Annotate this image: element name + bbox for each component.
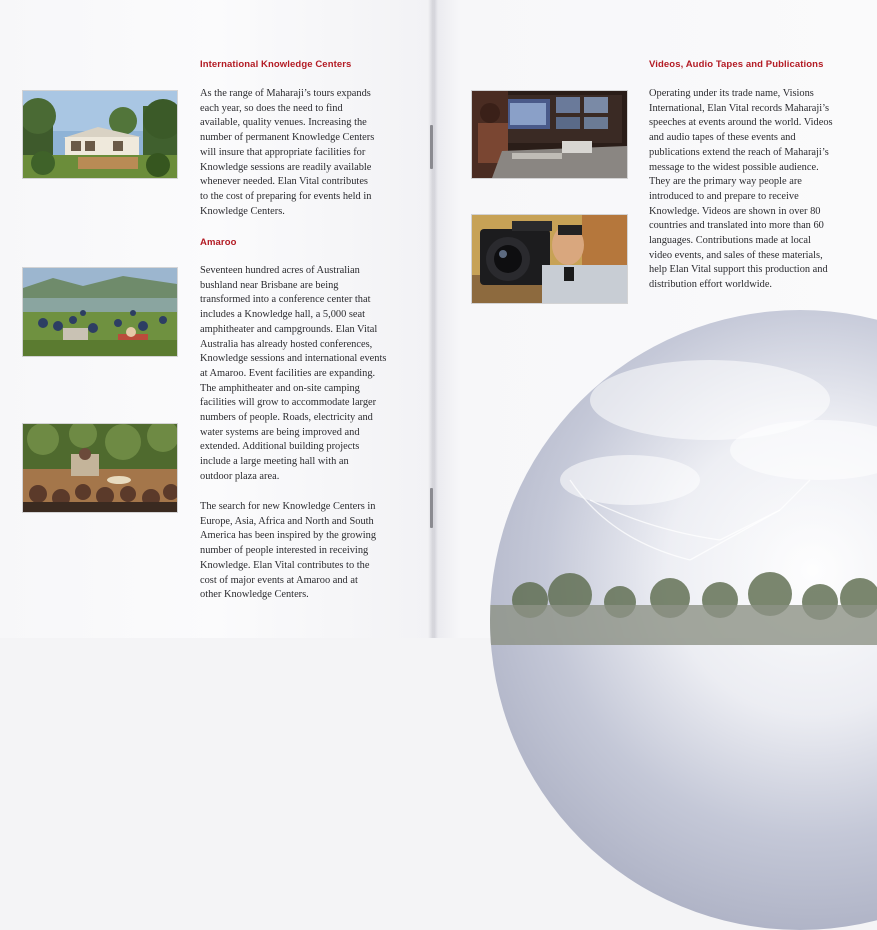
text-international-knowledge-centers: As the range of Maharaji’s tours expands each year, so does the need to find available, quality venues. Increasing the number of permanent Knowledge Centers will insure that appropriate facilities for Knowledge sessions are readily available whenever needed. Elan Vital contributes to the cost of preparing for events held in Knowledge Centers. [200, 88, 375, 217]
photo-video-editing-studio [472, 91, 627, 178]
photo-camera-operator [472, 215, 627, 303]
text-videos-audio-tapes-publications: Operating under its trade name, Visions International, Elan Vital records Maharaji’s speeches at events around the world. Videos and audio tapes of these events and publications extend the reach of Maharaji’s message to the widest possible audience. They are the primary way people are introduced to and prepare to receive Knowledge. Videos are shown in over 80 countries and translated into more than 60 languages. Contributions made at local video events, and sales of these materials, help Elan Vital support this production and distribution effort worldwide. [649, 88, 833, 291]
heading-international-knowledge-centers: International Knowledge Centers [200, 59, 352, 70]
photo-outdoor-gathering [23, 424, 177, 512]
staple-top [430, 125, 433, 169]
photo-knowledge-center-building [23, 91, 177, 178]
heading-amaroo: Amaroo [200, 237, 237, 248]
book-spine [428, 0, 438, 638]
staple-bottom [430, 488, 433, 528]
text-amaroo: Seventeen hundred acres of Australian bushland near Brisbane are being transformed into a conference center that includes a Knowledge hall, a 5,000 seat amphitheater and campgrounds. Elan Vital Australia has already hosted conferences, Knowledge sessions and international events at Amaroo. Event facilities are expanding. The amphitheater and on-site camping facilities will grow to accommodate larger numbers of people. Roads, electricity and water systems are being improved and extended. Additional building projects include a large meeting hall with an outdoor plaza area. [200, 265, 387, 482]
heading-videos-audio-tapes-publications: Videos, Audio Tapes and Publications [649, 59, 824, 70]
photo-amaroo-crowd [23, 268, 177, 356]
text-search-new-centers: The search for new Knowledge Centers in Europe, Asia, Africa and North and South America has been inspired by the growing number of people interested in receiving Knowledge. Elan Vital contributes to the cost of major events at Amaroo and at other Knowledge Centers. [200, 501, 377, 601]
